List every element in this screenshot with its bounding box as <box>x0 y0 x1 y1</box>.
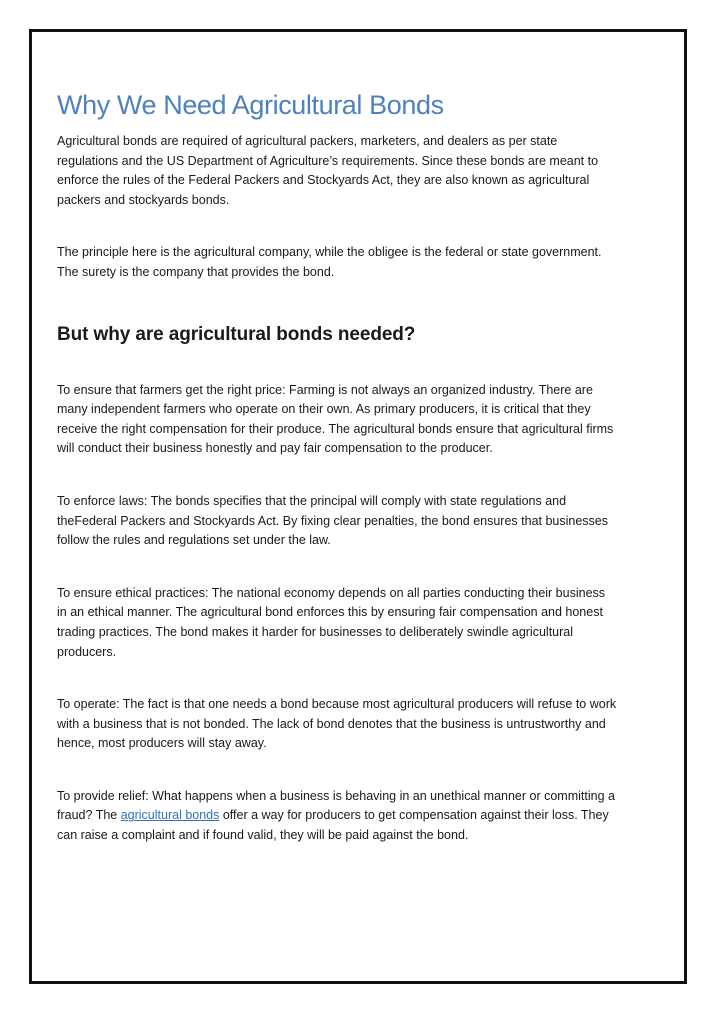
document-title: Why We Need Agricultural Bonds <box>57 90 444 120</box>
relief-text-after-link: offer a way for producers to get compensation against their loss. They can raise a complaint and if found valid, they will be paid against the bond. <box>57 808 609 843</box>
document-content <box>57 60 617 846</box>
reason-paragraph: To operate: The fact is that one needs a bond because most agricultural producers will refuse to work with a business that is not bonded. The lack of bond denotes that the business is untrustworthy and hence, most producers will stay away. <box>57 697 617 751</box>
relief-text-before-link: To provide relief: What happens when a business is behaving in an unethical manner or committing a fraud? The <box>57 788 615 823</box>
reason-paragraph: To ensure ethical practices: The national economy depends on all parties conducting their business in an ethical manner. The agricultural bond enforces this by ensuring fair compensation and honest trading practices. The bond makes it harder for businesses to deliberately swindle agricultural producers. <box>57 585 606 659</box>
section-heading: But why are agricultural bonds needed? <box>57 323 416 345</box>
reason-paragraph-relief <box>57 787 617 846</box>
reason-paragraph: To enforce laws: The bonds specifies that the principal will comply with state regulations and theFederal Packers and Stockyards Act. By fixing clear penalties, the bond ensures that businesses follow the rules and regulations set under the law. <box>57 493 609 548</box>
intro-paragraph: Agricultural bonds are required of agricultural packers, marketers, and dealers as per state regulations and the US Department of Agriculture’s requirements. Since these bonds are meant to enforce the rules of the Federal Packers and Stockyards Act, they are also known as agricultural packers and stockyards bonds. <box>57 134 599 207</box>
intro-paragraph: The principle here is the agricultural company, while the obligee is the federal or state government. The surety is the company that provides the bond. <box>57 245 602 279</box>
agricultural-bonds-link[interactable]: agricultural bonds <box>120 808 220 823</box>
reason-paragraph: To ensure that farmers get the right price: Farming is not always an organized industry. There are many independent farmers who operate on their own. As primary producers, it is critical that they receive the right compensation for their produce. The agricultural bonds ensure that agricultural firms will conduct their business honestly and pay fair compensation to the producer. <box>57 382 614 456</box>
